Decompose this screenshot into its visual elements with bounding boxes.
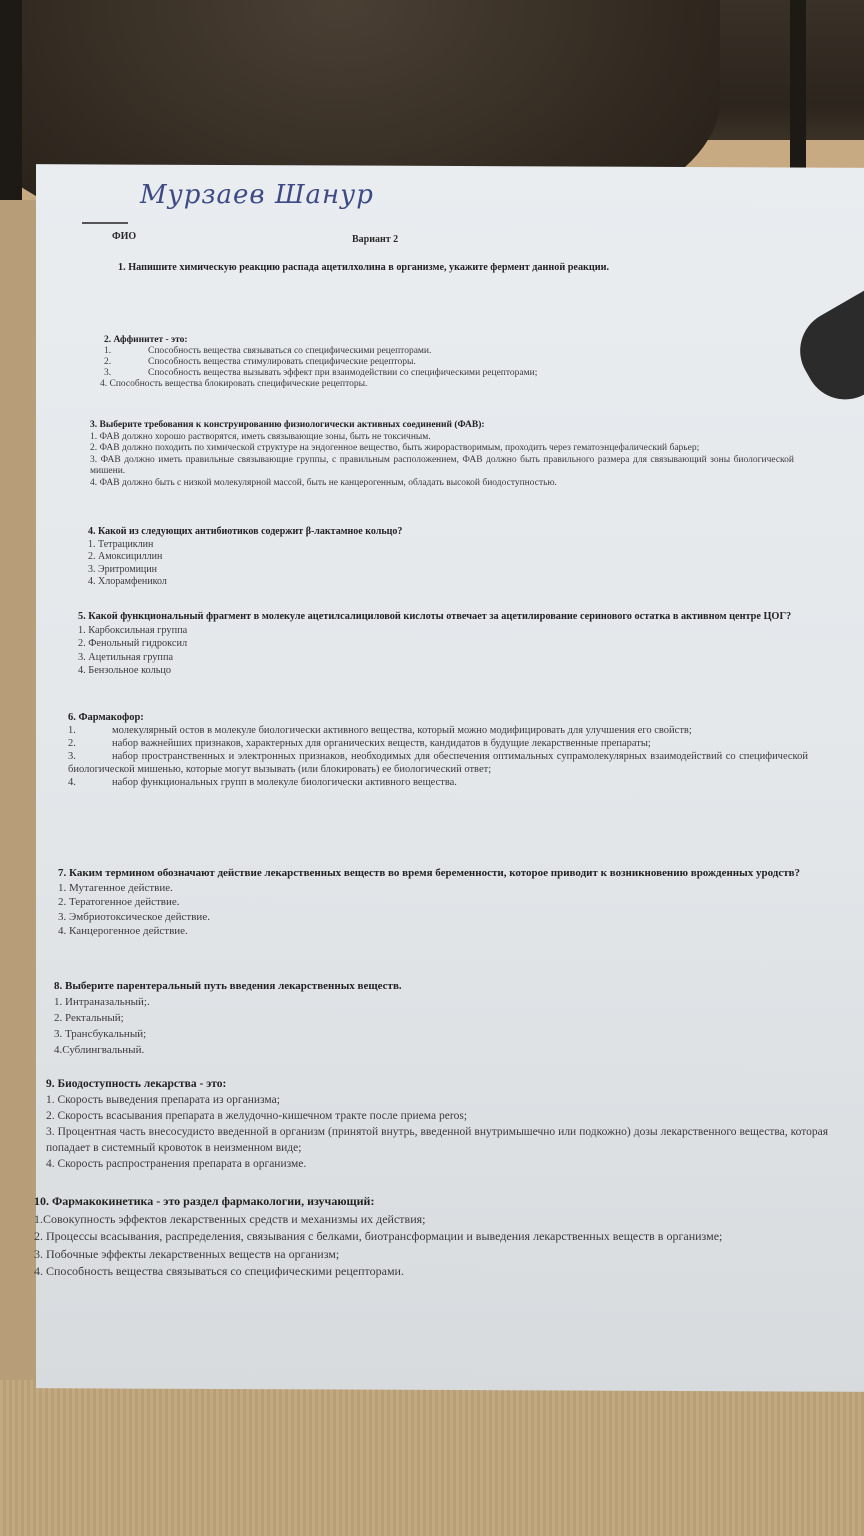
question-title: 6. Фармакофор:: [68, 712, 144, 723]
answer-option[interactable]: 4. Канцерогенное действие.: [58, 925, 188, 937]
answer-option[interactable]: 1. ФАВ должно хорошо растворятся, иметь связывающие зоны, быть не токсичным.: [90, 431, 431, 442]
name-underline: [82, 222, 128, 224]
question-title: 9. Биодоступность лекарства - это:: [46, 1078, 227, 1090]
question-4: [88, 526, 688, 589]
answer-option[interactable]: 2. Ректальный;: [54, 1012, 124, 1024]
answer-option[interactable]: 4. Способность вещества блокировать специфические рецепторы.: [100, 379, 368, 389]
answer-option[interactable]: 2. Способность вещества стимулировать специфические рецепторы.: [104, 357, 416, 367]
question-title: 7. Каким термином обозначают действие лекарственных веществ во время беременности, которое приводит к возникновению врожденных уродств?: [58, 867, 801, 879]
answer-option[interactable]: 2. Скорость всасывания препарата в желудочно-кишечном тракте после приема peros;: [46, 1110, 468, 1122]
question-9: [46, 1076, 828, 1172]
answer-option[interactable]: 2. набор важнейших признаков, характерных для органических веществ, кандидатов в будущие лекарственные препараты;: [68, 738, 651, 749]
fio-label: ФИО: [112, 231, 137, 242]
answer-option[interactable]: 3. Эритромицин: [88, 563, 157, 575]
answer-option[interactable]: 4. Скорость распространения препарата в организме.: [46, 1158, 307, 1170]
question-10: [34, 1193, 834, 1281]
answer-option[interactable]: 3. Процентная часть внесосудисто введенной в организм (принятой внутрь, введенной внутримышечно или подкожно) дозы лекарственного вещества, которая попадает в системный кровоток в неизменном виде;: [46, 1126, 828, 1154]
answer-option[interactable]: 1. Способность вещества связываться со специфическими рецепторами.: [104, 346, 432, 356]
question-title: 1. Напишите химическую реакцию распада ацетилхолина в организме, укажите фермент данной реакции.: [118, 262, 610, 273]
answer-option[interactable]: 1.Совокупность эффектов лекарственных средств и механизмы их действия;: [34, 1211, 426, 1226]
answer-option[interactable]: 4.Сублингвальный.: [54, 1044, 145, 1056]
question-7: [58, 866, 816, 939]
answer-option[interactable]: 1. Карбоксильная группа: [78, 624, 188, 636]
handwritten-name: Мурзаев Шанур: [140, 180, 374, 210]
answer-option[interactable]: 1. Интраназальный;.: [54, 996, 150, 1008]
answer-option[interactable]: 1. Тетрациклин: [88, 538, 154, 550]
answer-option[interactable]: 2. Фенольный гидроксил: [78, 638, 188, 649]
question-title: 4. Какой из следующих антибиотиков содержит β-лактамное кольцо?: [88, 526, 403, 537]
answer-option[interactable]: 3. Эмбриотоксическое действие.: [58, 910, 210, 923]
question-6: [68, 711, 808, 789]
answer-option[interactable]: 1. молекулярный остов в молекуле биологически активного вещества, который можно модифицировать для улучшения его свойств;: [68, 725, 692, 736]
question-1: [118, 262, 738, 275]
answer-option[interactable]: 3. набор пространственных и электронных признаков, необходимых для обеспечения оптимальных супрамолекулярных взаимодействий со специфической биологической мишенью, которые могут вызывать (или блокировать) ее биологический ответ;: [68, 751, 808, 775]
answer-option[interactable]: 4. Бензольное кольцо: [78, 665, 172, 676]
question-title: 5. Какой функциональный фрагмент в молекуле ацетилсалициловой кислоты отвечает за ацетилирование серинового остатка в активном центре ЦОГ?: [78, 611, 792, 622]
question-title: 2. Аффинитет - это:: [104, 335, 188, 345]
answer-option[interactable]: 2. Процессы всасывания, распределения, связывания с белками, биотрансформации и выведения лекарственных веществ в организме;: [34, 1229, 723, 1243]
question-5: [78, 610, 800, 678]
question-3: [90, 420, 794, 489]
answer-option[interactable]: 4. Хлорамфеникол: [88, 576, 167, 587]
answer-option[interactable]: 1. Скорость выведения препарата из организма;: [46, 1094, 280, 1106]
answer-option[interactable]: 3. Побочные эффекты лекарственных веществ на организм;: [34, 1246, 340, 1261]
variant-label: Вариант 2: [352, 234, 399, 245]
answer-option[interactable]: 1. Мутагенное действие.: [58, 881, 173, 894]
answer-option[interactable]: 2. Амоксициллин: [88, 551, 163, 562]
question-title: 8. Выберите парентеральный путь введения лекарственных веществ.: [54, 980, 402, 992]
question-title: 3. Выберите требования к конструированию физиологически активных соединений (ФАВ):: [90, 420, 485, 430]
answer-option[interactable]: 2. ФАВ должно походить по химической структуре на эндогенное вещество, быть жирорастворимым, проходить через гематоэнцефалический барьер;: [90, 443, 700, 453]
answer-option[interactable]: 3. Способность вещества вызывать эффект при взаимодействии со специфическими рецепторами;: [104, 368, 538, 378]
answer-option[interactable]: 4. Способность вещества связываться со специфическими рецепторами.: [34, 1264, 404, 1278]
question-title: 10. Фармакокинетика - это раздел фармакологии, изучающий:: [34, 1194, 375, 1208]
answer-option[interactable]: 2. Тератогенное действие.: [58, 896, 180, 908]
answer-option[interactable]: 4. набор функциональных групп в молекуле биологически активного вещества.: [68, 777, 457, 788]
question-8: [54, 978, 654, 1058]
answer-option[interactable]: 4. ФАВ должно быть с низкой молекулярной массой, быть не канцерогенным, обладать высокой биодоступностью.: [90, 477, 557, 488]
question-2: [100, 335, 724, 390]
answer-option[interactable]: 3. Трансбукальный;: [54, 1028, 147, 1040]
answer-option[interactable]: 3. Ацетильная группа: [78, 651, 174, 663]
answer-option[interactable]: 3. ФАВ должно иметь правильные связывающие группы, с правильным расположением, ФАВ должно быть правильного размера для связывающий зоны биологической мишени.: [90, 454, 794, 476]
